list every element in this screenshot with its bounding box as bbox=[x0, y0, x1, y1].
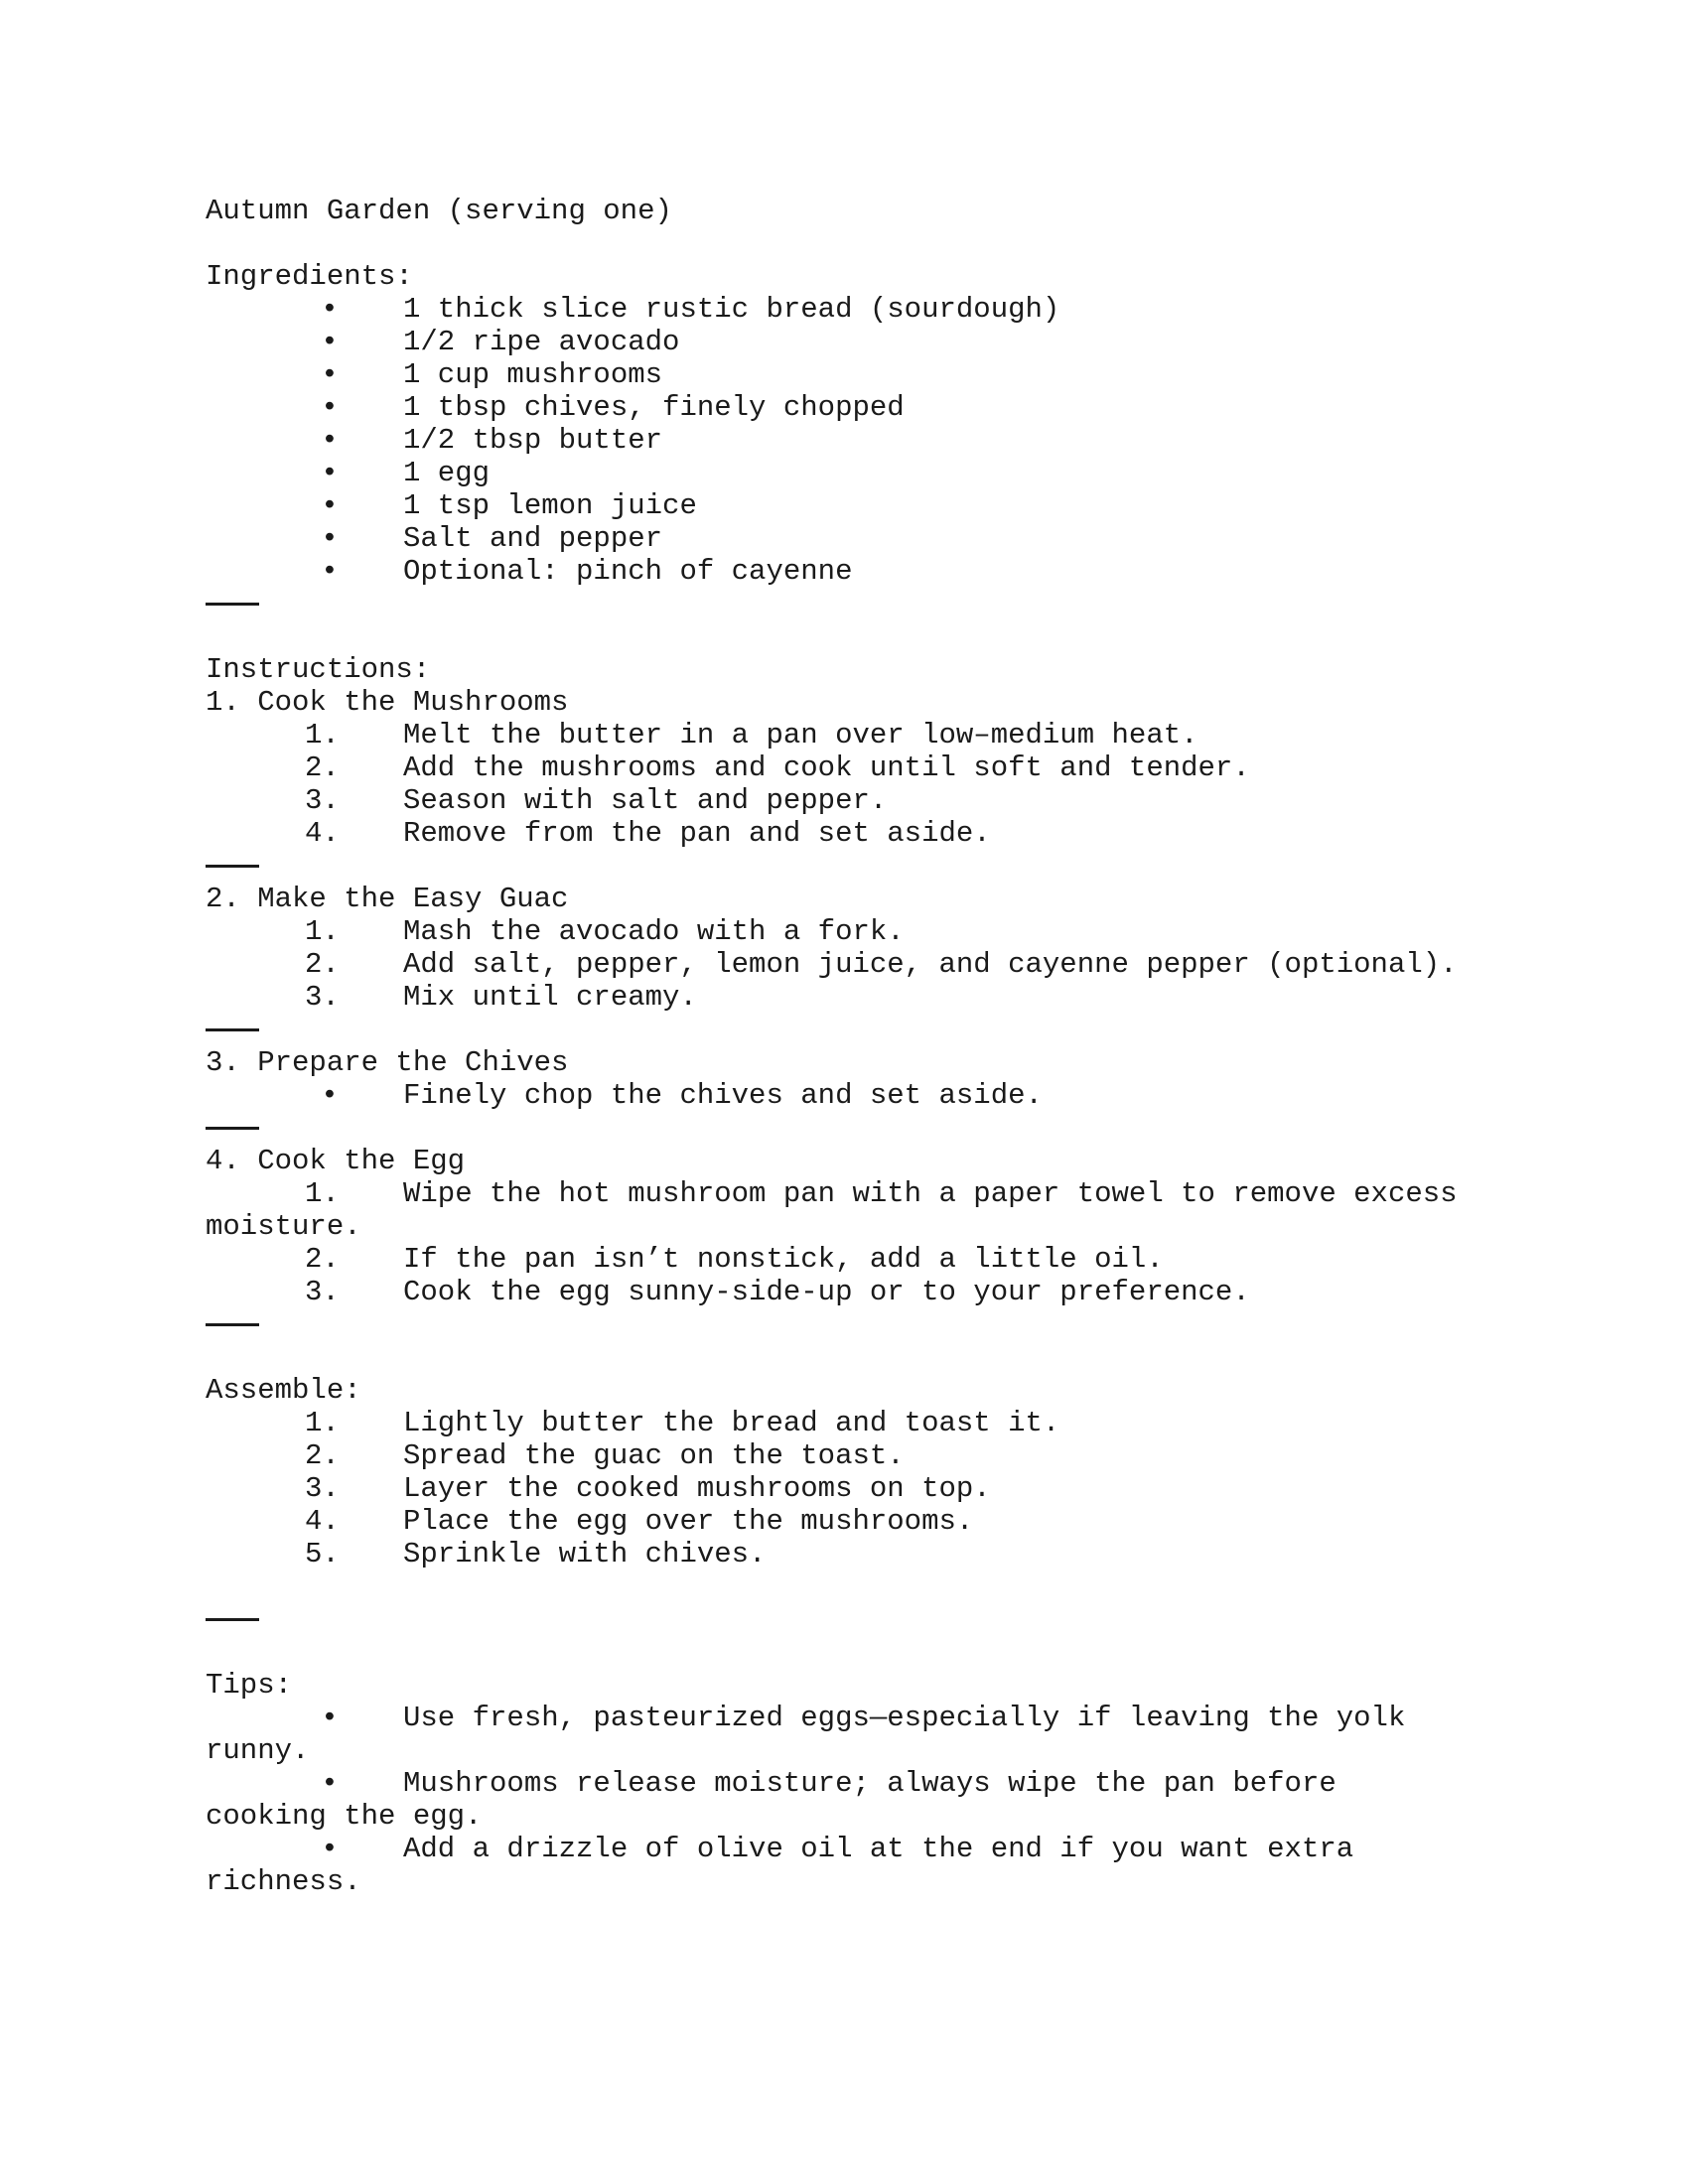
step-item bbox=[206, 1538, 1496, 1570]
step-text: Wipe the hot mushroom pan with a paper towel to remove excess bbox=[403, 1177, 1458, 1210]
step-item bbox=[206, 784, 1496, 817]
ingredient-text: 1 cup mushrooms bbox=[403, 358, 663, 391]
step-number: 2. bbox=[305, 1439, 340, 1472]
spacer bbox=[206, 1341, 1496, 1374]
step-text: Add the mushrooms and cook until soft and tender. bbox=[403, 751, 1250, 784]
step-item bbox=[206, 1472, 1496, 1505]
step-item bbox=[206, 981, 1496, 1014]
instructions-heading: Instructions: bbox=[206, 653, 431, 686]
step-text: If the pan isn’t nonstick, add a little oil. bbox=[403, 1243, 1164, 1276]
list-item bbox=[206, 293, 1496, 326]
assemble-heading: Assemble: bbox=[206, 1374, 361, 1407]
step-text: Remove from the pan and set aside. bbox=[403, 817, 991, 850]
divider bbox=[206, 850, 1496, 883]
step-number: 2. bbox=[305, 1243, 340, 1276]
step-number: 2. bbox=[305, 751, 340, 784]
bullet-icon: • bbox=[321, 424, 339, 457]
bullet-icon: • bbox=[321, 1833, 339, 1865]
divider bbox=[206, 1308, 1496, 1341]
step-text: Mash the avocado with a fork. bbox=[403, 915, 905, 948]
divider bbox=[206, 1014, 1496, 1046]
step-text: Spread the guac on the toast. bbox=[403, 1439, 905, 1472]
bullet-icon: • bbox=[321, 326, 339, 358]
section-title: 2. Make the Easy Guac bbox=[206, 883, 569, 915]
step-item bbox=[206, 1177, 1496, 1210]
step-item bbox=[206, 719, 1496, 751]
step-number: 5. bbox=[305, 1538, 340, 1570]
step-item bbox=[206, 1407, 1496, 1439]
bullet-icon: • bbox=[321, 555, 339, 588]
bullet-icon: • bbox=[321, 391, 339, 424]
step-text: Mix until creamy. bbox=[403, 981, 697, 1014]
ingredient-text: 1 tsp lemon juice bbox=[403, 489, 697, 522]
step-item bbox=[206, 1243, 1496, 1276]
list-item bbox=[206, 326, 1496, 358]
bullet-icon: • bbox=[321, 522, 339, 555]
bullet-icon: • bbox=[321, 293, 339, 326]
recipe-document bbox=[206, 195, 1496, 1898]
step-number: 3. bbox=[305, 784, 340, 817]
tip-text-continued: richness. bbox=[206, 1865, 361, 1898]
step-text: Melt the butter in a pan over low–medium heat. bbox=[403, 719, 1198, 751]
step-text: Place the egg over the mushrooms. bbox=[403, 1505, 974, 1538]
divider bbox=[206, 588, 1496, 620]
tip-text: Mushrooms release moisture; always wipe the pan before bbox=[403, 1767, 1336, 1800]
step-number: 4. bbox=[305, 817, 340, 850]
ingredient-text: 1/2 ripe avocado bbox=[403, 326, 680, 358]
spacer bbox=[206, 1636, 1496, 1669]
tip-text-continued: runny. bbox=[206, 1734, 310, 1767]
list-item bbox=[206, 1079, 1496, 1112]
bullet-icon: • bbox=[321, 1079, 339, 1112]
list-item bbox=[206, 457, 1496, 489]
step-text: Season with salt and pepper. bbox=[403, 784, 888, 817]
spacer bbox=[206, 620, 1496, 653]
step-item bbox=[206, 817, 1496, 850]
bullet-icon: • bbox=[321, 457, 339, 489]
list-item bbox=[206, 1767, 1496, 1800]
ingredient-text: Optional: pinch of cayenne bbox=[403, 555, 853, 588]
list-item bbox=[206, 489, 1496, 522]
step-number: 4. bbox=[305, 1505, 340, 1538]
step-number: 3. bbox=[305, 981, 340, 1014]
list-item bbox=[206, 391, 1496, 424]
ingredients-list bbox=[206, 293, 1496, 588]
list-item bbox=[206, 1702, 1496, 1734]
ingredient-text: 1/2 tbsp butter bbox=[403, 424, 663, 457]
step-text: Cook the egg sunny-side-up or to your preference. bbox=[403, 1276, 1250, 1308]
list-item bbox=[206, 522, 1496, 555]
ingredients-heading: Ingredients: bbox=[206, 260, 413, 293]
step-number: 1. bbox=[305, 1177, 340, 1210]
ingredient-text: 1 egg bbox=[403, 457, 491, 489]
recipe-title: Autumn Garden (serving one) bbox=[206, 195, 672, 227]
section-title: 3. Prepare the Chives bbox=[206, 1046, 569, 1079]
bullet-icon: • bbox=[321, 358, 339, 391]
step-text-continued: moisture. bbox=[206, 1210, 361, 1243]
tip-text-continued: cooking the egg. bbox=[206, 1800, 483, 1833]
step-text: Lightly butter the bread and toast it. bbox=[403, 1407, 1060, 1439]
step-item bbox=[206, 751, 1496, 784]
divider bbox=[206, 1112, 1496, 1145]
list-item bbox=[206, 1833, 1496, 1865]
step-number: 3. bbox=[305, 1276, 340, 1308]
tip-text: Add a drizzle of olive oil at the end if you want extra bbox=[403, 1833, 1354, 1865]
bullet-icon: • bbox=[321, 489, 339, 522]
step-number: 1. bbox=[305, 1407, 340, 1439]
step-item bbox=[206, 1439, 1496, 1472]
list-item bbox=[206, 555, 1496, 588]
tip-text: Use fresh, pasteurized eggs—especially if leaving the yolk bbox=[403, 1702, 1406, 1734]
divider bbox=[206, 1603, 1496, 1636]
step-text: Layer the cooked mushrooms on top. bbox=[403, 1472, 991, 1505]
section-title: 4. Cook the Egg bbox=[206, 1145, 466, 1177]
step-item bbox=[206, 1276, 1496, 1308]
step-number: 2. bbox=[305, 948, 340, 981]
ingredient-text: Salt and pepper bbox=[403, 522, 663, 555]
step-number: 1. bbox=[305, 719, 340, 751]
ingredient-text: 1 tbsp chives, finely chopped bbox=[403, 391, 905, 424]
step-text: Sprinkle with chives. bbox=[403, 1538, 767, 1570]
step-number: 3. bbox=[305, 1472, 340, 1505]
tips-heading: Tips: bbox=[206, 1669, 293, 1702]
bullet-icon: • bbox=[321, 1702, 339, 1734]
spacer bbox=[206, 227, 1496, 260]
bullet-icon: • bbox=[321, 1767, 339, 1800]
list-item bbox=[206, 358, 1496, 391]
section-title: 1. Cook the Mushrooms bbox=[206, 686, 569, 719]
step-item bbox=[206, 948, 1496, 981]
step-item bbox=[206, 915, 1496, 948]
step-number: 1. bbox=[305, 915, 340, 948]
ingredient-text: 1 thick slice rustic bread (sourdough) bbox=[403, 293, 1060, 326]
step-text: Finely chop the chives and set aside. bbox=[403, 1079, 1043, 1112]
spacer bbox=[206, 1570, 1496, 1603]
step-item bbox=[206, 1505, 1496, 1538]
step-text: Add salt, pepper, lemon juice, and cayenne pepper (optional). bbox=[403, 948, 1458, 981]
list-item bbox=[206, 424, 1496, 457]
